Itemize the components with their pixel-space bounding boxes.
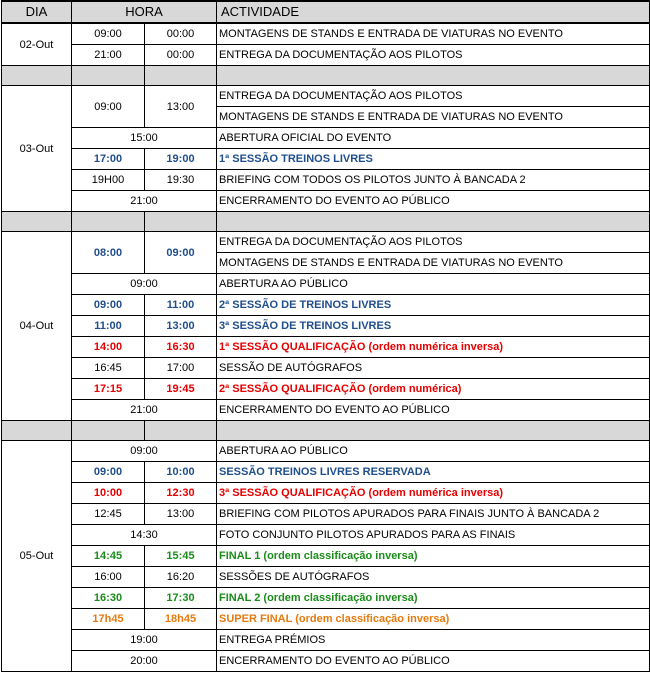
day-separator: [2, 66, 650, 86]
end-time-cell: 11:00: [145, 295, 217, 316]
day-cell: 05-Out: [2, 441, 72, 672]
activity-cell: ENCERRAMENTO DO EVENTO AO PÚBLICO: [217, 191, 650, 212]
schedule-row: [2, 588, 650, 609]
separator-cell: [145, 421, 217, 441]
end-time-cell: 10:00: [145, 462, 217, 483]
activity-cell: ENTREGA DA DOCUMENTAÇÃO AOS PILOTOS: [217, 45, 650, 66]
time-cell: 09:00: [72, 274, 217, 295]
schedule-row: [2, 567, 650, 588]
end-time-cell: 00:00: [145, 45, 217, 66]
schedule-row: [2, 609, 650, 630]
start-time-cell: 09:00: [72, 86, 145, 128]
activity-cell: MONTAGENS DE STANDS E ENTRADA DE VIATURAS NO EVENTO: [217, 23, 650, 45]
end-time-cell: 13:00: [145, 316, 217, 337]
header-row: [2, 1, 650, 23]
schedule-row: [2, 525, 650, 546]
time-cell: 20:00: [72, 651, 217, 672]
day-cell: 03-Out: [2, 86, 72, 212]
header-hora: HORA: [72, 1, 217, 23]
separator-cell: [72, 421, 145, 441]
end-time-cell: 16:20: [145, 567, 217, 588]
separator-cell: [2, 212, 72, 232]
start-time-cell: 21:00: [72, 45, 145, 66]
time-cell: 21:00: [72, 400, 217, 421]
time-cell: 21:00: [72, 191, 217, 212]
end-time-cell: 18h45: [145, 609, 217, 630]
activity-cell: 3ª SESSÃO DE TREINOS LIVRES: [217, 316, 650, 337]
time-cell: 19:00: [72, 630, 217, 651]
activity-cell: 3ª SESSÃO QUALIFICAÇÃO (ordem numérica inversa): [217, 483, 650, 504]
end-time-cell: 13:00: [145, 86, 217, 128]
end-time-cell: 17:30: [145, 588, 217, 609]
separator-cell: [72, 212, 145, 232]
start-time-cell: 16:00: [72, 567, 145, 588]
schedule-row: [2, 358, 650, 379]
activity-cell: SESSÃO TREINOS LIVRES RESERVADA: [217, 462, 650, 483]
day-separator: [2, 421, 650, 441]
schedule-row: [2, 45, 650, 66]
schedule-row: [2, 379, 650, 400]
schedule-row: [2, 316, 650, 337]
activity-cell: 1ª SESSÃO TREINOS LIVRES: [217, 149, 650, 170]
schedule-row: [2, 232, 650, 253]
start-time-cell: 09:00: [72, 23, 145, 45]
day-cell: 02-Out: [2, 23, 72, 66]
activity-cell: SESSÕES DE AUTÓGRAFOS: [217, 567, 650, 588]
end-time-cell: 13:00: [145, 504, 217, 525]
activity-cell: BRIEFING COM PILOTOS APURADOS PARA FINAIS JUNTO À BANCADA 2: [217, 504, 650, 525]
schedule-row: [2, 337, 650, 358]
end-time-cell: 16:30: [145, 337, 217, 358]
activity-cell: SESSÃO DE AUTÓGRAFOS: [217, 358, 650, 379]
schedule-row: [2, 400, 650, 421]
start-time-cell: 14:00: [72, 337, 145, 358]
time-cell: 09:00: [72, 441, 217, 462]
schedule-row: [2, 86, 650, 107]
activity-cell: ABERTURA AO PÚBLICO: [217, 274, 650, 295]
activity-cell: MONTAGENS DE STANDS E ENTRADA DE VIATURAS NO EVENTO: [217, 107, 650, 128]
end-time-cell: 19:45: [145, 379, 217, 400]
separator-cell: [145, 66, 217, 86]
activity-cell: FOTO CONJUNTO PILOTOS APURADOS PARA AS FINAIS: [217, 525, 650, 546]
activity-cell: 2ª SESSÃO DE TREINOS LIVRES: [217, 295, 650, 316]
schedule-row: [2, 651, 650, 672]
activity-cell: SUPER FINAL (ordem classificação inversa): [217, 609, 650, 630]
separator-cell: [217, 421, 650, 441]
activity-cell: ENCERRAMENTO DO EVENTO AO PÚBLICO: [217, 651, 650, 672]
header-dia: DIA: [2, 1, 72, 23]
start-time-cell: 14:45: [72, 546, 145, 567]
activity-cell: ENTREGA DA DOCUMENTAÇÃO AOS PILOTOS: [217, 232, 650, 253]
start-time-cell: 17:15: [72, 379, 145, 400]
schedule-row: [2, 504, 650, 525]
schedule-row: [2, 295, 650, 316]
activity-cell: ENTREGA DA DOCUMENTAÇÃO AOS PILOTOS: [217, 86, 650, 107]
schedule-row: [2, 23, 650, 45]
day-separator: [2, 212, 650, 232]
start-time-cell: 11:00: [72, 316, 145, 337]
activity-cell: ENCERRAMENTO DO EVENTO AO PÚBLICO: [217, 400, 650, 421]
start-time-cell: 16:30: [72, 588, 145, 609]
separator-cell: [145, 212, 217, 232]
start-time-cell: 12:45: [72, 504, 145, 525]
time-cell: 14:30: [72, 525, 217, 546]
start-time-cell: 17:00: [72, 149, 145, 170]
schedule-row: [2, 630, 650, 651]
start-time-cell: 17h45: [72, 609, 145, 630]
separator-cell: [2, 66, 72, 86]
schedule-table: [1, 0, 650, 672]
separator-cell: [2, 421, 72, 441]
activity-cell: MONTAGENS DE STANDS E ENTRADA DE VIATURAS NO EVENTO: [217, 253, 650, 274]
schedule-row: [2, 274, 650, 295]
activity-cell: FINAL 2 (ordem classificação inversa): [217, 588, 650, 609]
schedule-row: [2, 441, 650, 462]
activity-cell: 2ª SESSÃO QUALIFICAÇÃO (ordem numérica): [217, 379, 650, 400]
schedule-row: [2, 483, 650, 504]
time-cell: 15:00: [72, 128, 217, 149]
activity-cell: ABERTURA AO PÚBLICO: [217, 441, 650, 462]
start-time-cell: 08:00: [72, 232, 145, 274]
schedule-row: [2, 149, 650, 170]
day-cell: 04-Out: [2, 232, 72, 421]
schedule-body: [2, 23, 650, 672]
end-time-cell: 19:00: [145, 149, 217, 170]
activity-cell: 1ª SESSÃO QUALIFICAÇÃO (ordem numérica inversa): [217, 337, 650, 358]
activity-cell: FINAL 1 (ordem classificação inversa): [217, 546, 650, 567]
activity-cell: BRIEFING COM TODOS OS PILOTOS JUNTO À BANCADA 2: [217, 170, 650, 191]
end-time-cell: 09:00: [145, 232, 217, 274]
end-time-cell: 00:00: [145, 23, 217, 45]
end-time-cell: 19:30: [145, 170, 217, 191]
activity-cell: ABERTURA OFICIAL DO EVENTO: [217, 128, 650, 149]
start-time-cell: 16:45: [72, 358, 145, 379]
schedule-row: [2, 170, 650, 191]
start-time-cell: 19H00: [72, 170, 145, 191]
separator-cell: [72, 66, 145, 86]
separator-cell: [217, 66, 650, 86]
separator-cell: [217, 212, 650, 232]
end-time-cell: 17:00: [145, 358, 217, 379]
schedule-row: [2, 191, 650, 212]
end-time-cell: 12:30: [145, 483, 217, 504]
activity-cell: ENTREGA PRÉMIOS: [217, 630, 650, 651]
end-time-cell: 15:45: [145, 546, 217, 567]
header-actividade: ACTIVIDADE: [217, 1, 650, 23]
schedule-row: [2, 128, 650, 149]
start-time-cell: 09:00: [72, 295, 145, 316]
start-time-cell: 10:00: [72, 483, 145, 504]
schedule-row: [2, 462, 650, 483]
schedule-row: [2, 546, 650, 567]
start-time-cell: 09:00: [72, 462, 145, 483]
